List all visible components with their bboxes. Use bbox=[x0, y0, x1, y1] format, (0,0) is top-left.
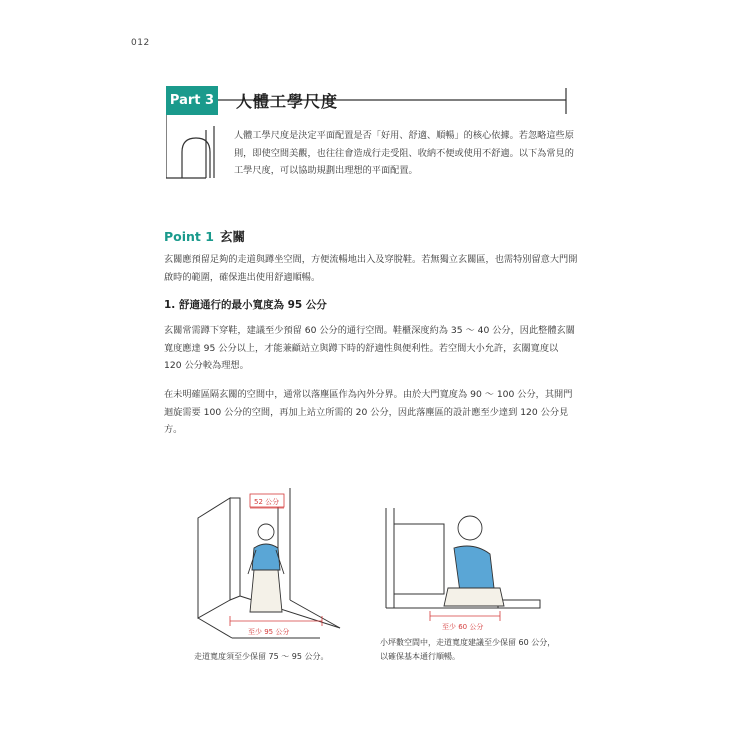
sub-heading: 1. 舒適通行的最小寬度為 95 公分 bbox=[164, 299, 327, 311]
paragraph-width: 玄關常需蹲下穿鞋，建議至少預留 60 公分的通行空間。鞋櫃深度約為 35 ～ 40 公分，因此整體玄關寬度應達 95 公分以上，才能兼顧站立與蹲下時的舒適性與便利性。若空間大小允許，玄關寬度以 120 公分較為理想。 bbox=[164, 325, 575, 371]
point-label: Point 1 bbox=[164, 229, 214, 244]
person-standing bbox=[248, 524, 284, 612]
paragraph-dust-area: 在未明確區隔玄關的空間中，通常以落塵區作為內外分界。由於大門寬度為 90 ～ 100 公分，其開門迴旋需要 100 公分的空間，再加上站立所需的 20 公分，因此落塵區的設計應至少達到 120 公分見方。 bbox=[164, 389, 573, 435]
caption-right bbox=[380, 636, 580, 664]
point-heading bbox=[164, 227, 245, 245]
label-95cm: 至少 95 公分 bbox=[248, 628, 290, 636]
part-title: 人體工學尺度 bbox=[236, 92, 339, 111]
caption-right-line-2: 以確保基本通行順暢。 bbox=[380, 652, 460, 661]
page-number: 012 bbox=[131, 38, 150, 48]
part-badge: Part 3 bbox=[166, 86, 218, 115]
person-crouching bbox=[444, 516, 504, 606]
caption-left: 走道寬度須至少保留 75 ～ 95 公分。 bbox=[194, 652, 329, 661]
intro-text: 人體工學尺度是決定平面配置是否「好用、舒適、順暢」的核心依據。若忽略這些原則，即使空間美觀，也往往會造成行走受阻、收納不便或使用不舒適。以下為常見的工學尺度，可以協助規劃出理想的平面配置。 bbox=[234, 130, 574, 176]
caption-right-line-1: 小坪數空間中，走道寬度建議至少保留 60 公分， bbox=[380, 638, 556, 647]
dimension-60 bbox=[430, 611, 500, 621]
label-60cm: 至少 60 公分 bbox=[442, 623, 484, 631]
paragraph-entrance-intro: 玄關應預留足夠的走道與蹲坐空間，方便流暢地出入及穿脫鞋。若無獨立玄關區，也需特別留意大門開啟時的範圍，確保進出使用舒適順暢。 bbox=[164, 254, 578, 283]
point-title: 玄關 bbox=[219, 229, 245, 244]
label-52cm: 52 公分 bbox=[254, 498, 280, 506]
